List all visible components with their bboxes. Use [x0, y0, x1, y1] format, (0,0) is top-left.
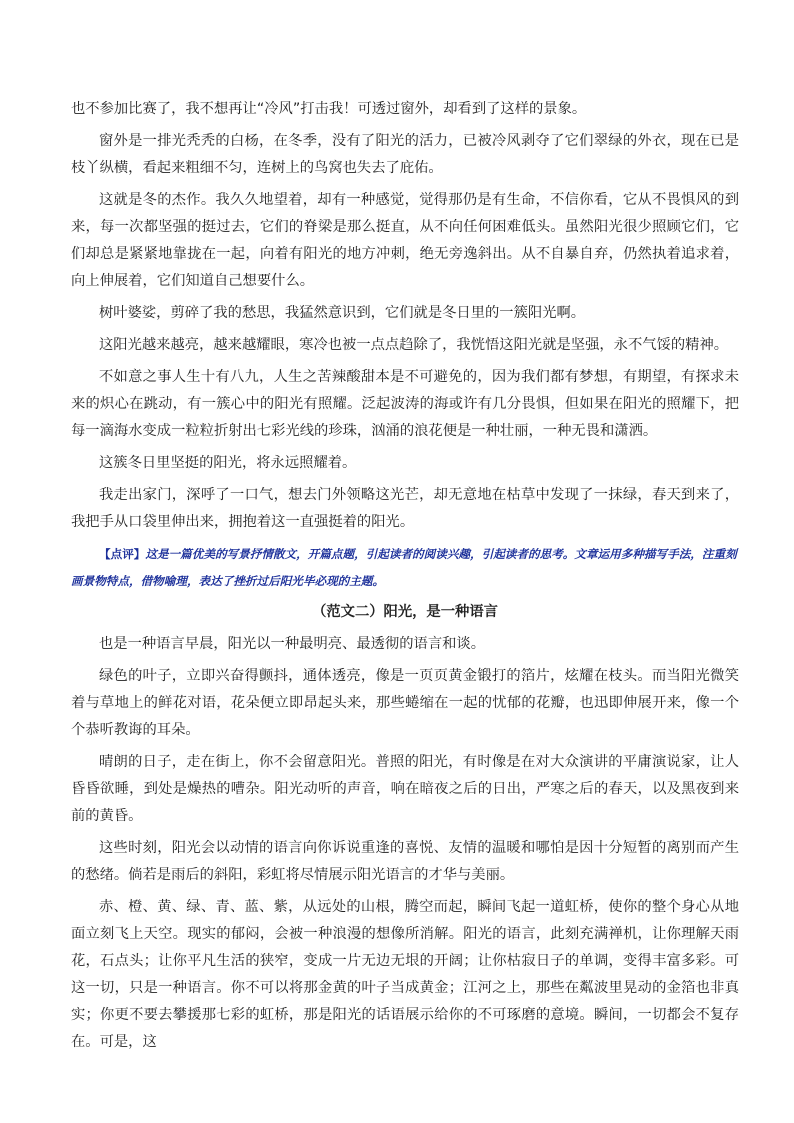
paragraph: 树叶婆娑，剪碎了我的愁思，我猛然意识到，它们就是冬日里的一簇阳光啊。 [99, 305, 586, 321]
paragraph: 这簇冬日里坚挺的阳光，将永远照耀着。 [99, 455, 357, 471]
paragraph: 晴朗的日子，走在街上，你不会留意阳光。普照的阳光，有时像是在对大众演讲的平庸演说家，让人昏昏欲睡，到处是燥热的嘈杂。阳光动听的声音，响在暗夜之后的日出，严寒之后的春天，以及黑夜到来前的黄昏。 [71, 754, 739, 824]
comment-text: 这是一篇优美的写景抒情散文，开篇点题，引起读者的阅读兴趣，引起读者的思考。文章运用多种描写手法，注重刻画景物特点，借物喻理，表达了挫折过后阳光毕必现的主题。 [71, 547, 737, 588]
paragraph: 这就是冬的杰作。我久久地望着，却有一种感觉，觉得那仍是有生命，不信你看，它从不畏惧风的到来，每一次都坚强的挺过去，它们的脊梁是那么挺直，从不向任何困难低头。虽然阳光很少照顾它们，它们却总是紧紧地靠拢在一起，向着有阳光的地方冲刺，绝无旁逸斜出。从不自暴自弃，仍然执着追求着，向上伸展着，它们知道自己想要什么。 [71, 192, 739, 289]
paragraph: 窗外是一排光秃秃的白杨，在冬季，没有了阳光的活力，已被冷风剥夺了它们翠绿的外衣，现在已是枝丫纵横，看起来粗细不匀，连树上的鸟窝也失去了庇佑。 [71, 133, 739, 176]
paragraph: 这阳光越来越亮，越来越耀眼，寒冷也被一点点趋除了，我恍悟这阳光就是坚强，永不气馁的精神。 [99, 337, 729, 353]
paragraph: 也不参加比赛了，我不想再让“冷风”打击我！可透过窗外，却看到了这样的景象。 [71, 101, 587, 117]
comment-tag: 【点评】 [99, 547, 146, 561]
review-comment [71, 541, 739, 595]
paragraph: 这些时刻，阳光会以动情的语言向你诉说重逢的喜悦、友情的温暖和哪怕是因十分短暂的离别而产生的愁绪。倘若是雨后的斜阳，彩虹将尽情展示阳光语言的才华与美丽。 [71, 840, 739, 883]
document-body [71, 96, 739, 1061]
section-title: （范文二）阳光，是一种语言 [312, 604, 498, 620]
paragraph: 赤、橙、黄、绿、青、蓝、紫，从远处的山根，腾空而起，瞬间飞起一道虹桥，使你的整个身心从地面立刻飞上天空。现实的郁闷，会被一种浪漫的想像所消解。阳光的语言，此刻充满禅机，让你理解天雨花，石点头；让你平凡生活的狭窄，变成一片无边无垠的开阔；让你枯寂日子的单调，变得丰富多彩。可这一切，只是一种语言。你不可以将那金黄的叶子当成黄金；江河之上，那些在粼波里晃动的金箔也非真实；你更不要去攀援那七彩的虹桥，那是阳光的话语展示给你的不可琢磨的意境。瞬间，一切都会不复存在。可是，这 [71, 899, 739, 1050]
paragraph: 绿色的叶子，立即兴奋得颤抖，通体透亮，像是一页页黄金锻打的箔片，炫耀在枝头。而当阳光微笑着与草地上的鲜花对语，花朵便立即昂起头来，那些蜷缩在一起的忧郁的花瓣，也迅即伸展开来，像一个个恭听教诲的耳朵。 [71, 668, 739, 738]
paragraph: 不如意之事人生十有八九，人生之苦辣酸甜本是不可避免的，因为我们都有梦想，有期望，有探求未来的炽心在跳动，有一簇心中的阳光有照耀。泛起波涛的海或许有几分畏惧，但如果在阳光的照耀下，把每一滴海水变成一粒粒折射出七彩光线的珍珠，汹涌的浪花便是一种壮丽，一种无畏和潇洒。 [71, 369, 739, 439]
paragraph: 我走出家门，深呼了一口气，想去门外领略这光芒，却无意地在枯草中发现了一抹绿，春天到来了，我把手从口袋里伸出来，拥抱着这一直强挺着的阳光。 [71, 487, 739, 530]
paragraph: 也是一种语言早晨，阳光以一种最明亮、最透彻的语言和谈。 [99, 636, 486, 652]
